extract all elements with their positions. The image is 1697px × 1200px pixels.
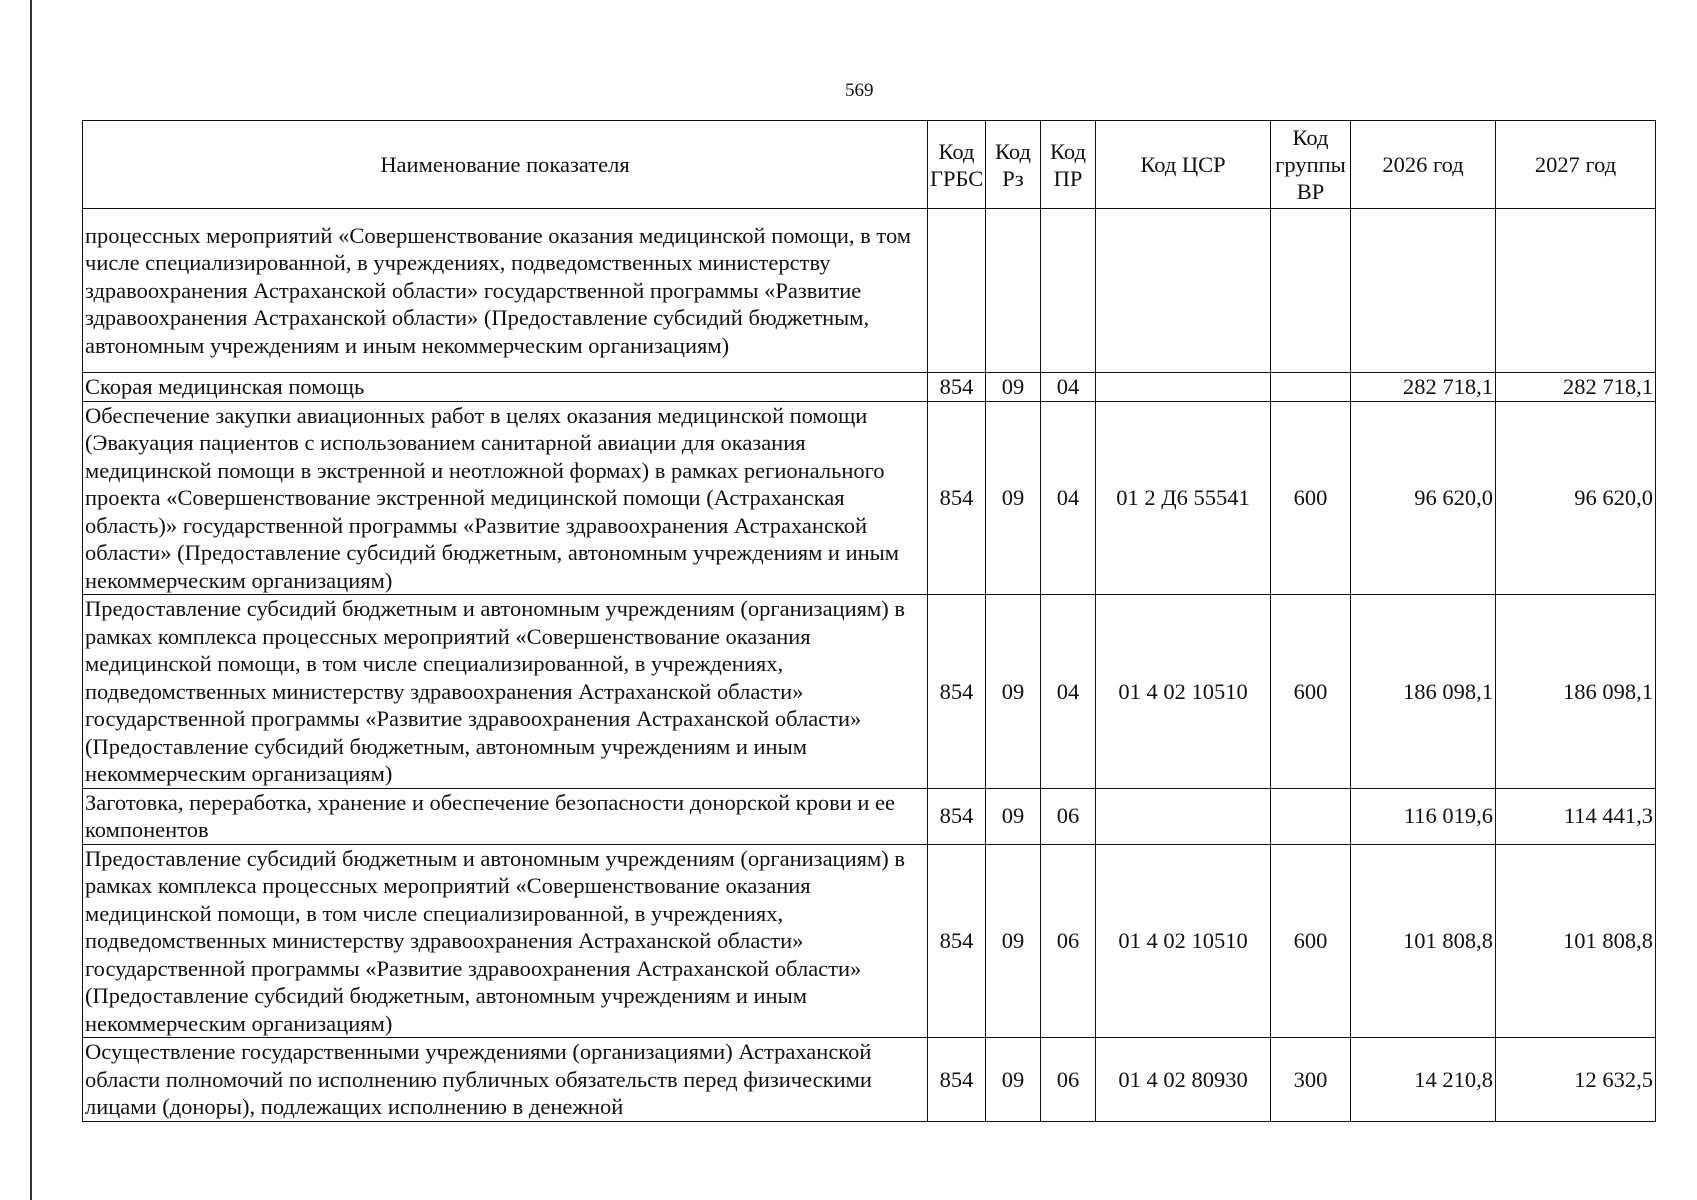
table-row [83, 788, 1656, 844]
row-pr: 06 [1041, 844, 1096, 1038]
row-grbs: 854 [928, 788, 986, 844]
header-vr: Код группы ВР [1271, 121, 1351, 209]
table-row [83, 595, 1656, 789]
row-rz: 09 [986, 595, 1041, 789]
row-name: Осуществление государственными учреждениями (организациями) Астраханской области полномочий по исполнению публичных обязательств перед физическими лицами (доноры), подлежащих исполнению в денежной [83, 1038, 928, 1122]
row-2027: 114 441,3 [1496, 788, 1656, 844]
row-rz: 09 [986, 373, 1041, 402]
row-name: процессных мероприятий «Совершенствование оказания медицинской помощи, в том числе специализированной, в учреждениях, подведомственных министерству здравоохранения Астраханской области» государственной программы «Развитие здравоохранения Астраханской области» (Предоставление субсидий бюджетным, автономным учреждениям и иным некоммерческим организациям) [83, 209, 928, 373]
row-rz: 09 [986, 788, 1041, 844]
row-grbs: 854 [928, 1038, 986, 1122]
row-grbs: 854 [928, 373, 986, 402]
row-name: Предоставление субсидий бюджетным и автономным учреждениям (организациям) в рамках комплекса процессных мероприятий «Совершенствование оказания медицинской помощи, в том числе специализированной, в учреждениях, подведомственных министерству здравоохранения Астраханской области» государственной программы «Развитие здравоохранения Астраханской области» (Предоставление субсидий бюджетным, автономным учреждениям и иным некоммерческим организациям) [83, 595, 928, 789]
header-csr: Код ЦСР [1096, 121, 1271, 209]
header-2026: 2026 год [1351, 121, 1496, 209]
row-2027: 96 620,0 [1496, 401, 1656, 595]
row-vr: 600 [1271, 401, 1351, 595]
row-vr [1271, 209, 1351, 373]
row-csr [1096, 373, 1271, 402]
row-vr: 600 [1271, 844, 1351, 1038]
row-rz: 09 [986, 844, 1041, 1038]
row-grbs: 854 [928, 595, 986, 789]
table-row [83, 209, 1656, 373]
row-csr: 01 2 Д6 55541 [1096, 401, 1271, 595]
header-2027: 2027 год [1496, 121, 1656, 209]
budget-table [82, 120, 1656, 1122]
row-pr: 04 [1041, 373, 1096, 402]
row-2026: 116 019,6 [1351, 788, 1496, 844]
row-2026: 101 808,8 [1351, 844, 1496, 1038]
table-row [83, 373, 1656, 402]
row-pr [1041, 209, 1096, 373]
row-grbs: 854 [928, 401, 986, 595]
row-pr: 04 [1041, 595, 1096, 789]
row-name: Заготовка, переработка, хранение и обеспечение безопасности донорской крови и ее компонентов [83, 788, 928, 844]
table-row [83, 401, 1656, 595]
row-grbs [928, 209, 986, 373]
row-2027: 101 808,8 [1496, 844, 1656, 1038]
row-name: Скорая медицинская помощь [83, 373, 928, 402]
row-vr: 600 [1271, 595, 1351, 789]
row-vr [1271, 788, 1351, 844]
row-name: Предоставление субсидий бюджетным и автономным учреждениям (организациям) в рамках комплекса процессных мероприятий «Совершенствование оказания медицинской помощи, в том числе специализированной, в учреждениях, подведомственных министерству здравоохранения Астраханской области» государственной программы «Развитие здравоохранения Астраханской области» (Предоставление субсидий бюджетным, автономным учреждениям и иным некоммерческим организациям) [83, 844, 928, 1038]
row-2026: 282 718,1 [1351, 373, 1496, 402]
row-2026: 14 210,8 [1351, 1038, 1496, 1122]
row-csr [1096, 209, 1271, 373]
table-row [83, 1038, 1656, 1122]
header-name: Наименование показателя [83, 121, 928, 209]
row-csr [1096, 788, 1271, 844]
row-csr: 01 4 02 80930 [1096, 1038, 1271, 1122]
row-2026 [1351, 209, 1496, 373]
table-header-row [83, 121, 1656, 209]
header-pr: Код ПР [1041, 121, 1096, 209]
row-pr: 04 [1041, 401, 1096, 595]
page-number: 569 [845, 80, 874, 101]
row-vr: 300 [1271, 1038, 1351, 1122]
row-2027: 282 718,1 [1496, 373, 1656, 402]
binding-line [30, 0, 32, 1200]
row-pr: 06 [1041, 788, 1096, 844]
row-pr: 06 [1041, 1038, 1096, 1122]
row-csr: 01 4 02 10510 [1096, 844, 1271, 1038]
table-row [83, 844, 1656, 1038]
row-rz: 09 [986, 401, 1041, 595]
row-2027: 186 098,1 [1496, 595, 1656, 789]
row-rz: 09 [986, 1038, 1041, 1122]
row-rz [986, 209, 1041, 373]
row-grbs: 854 [928, 844, 986, 1038]
row-2026: 186 098,1 [1351, 595, 1496, 789]
header-rz: Код Рз [986, 121, 1041, 209]
row-csr: 01 4 02 10510 [1096, 595, 1271, 789]
row-name: Обеспечение закупки авиационных работ в целях оказания медицинской помощи (Эвакуация пациентов с использованием санитарной авиации для оказания медицинской помощи в экстренной и неотложной формах) в рамках регионального проекта «Совершенствование экстренной медицинской помощи (Астраханская область)» государственной программы «Развитие здравоохранения Астраханской области» (Предоставление субсидий бюджетным, автономным учреждениям и иным некоммерческим организациям) [83, 401, 928, 595]
row-2026: 96 620,0 [1351, 401, 1496, 595]
header-grbs: Код ГРБС [928, 121, 986, 209]
row-vr [1271, 373, 1351, 402]
row-2027: 12 632,5 [1496, 1038, 1656, 1122]
row-2027 [1496, 209, 1656, 373]
